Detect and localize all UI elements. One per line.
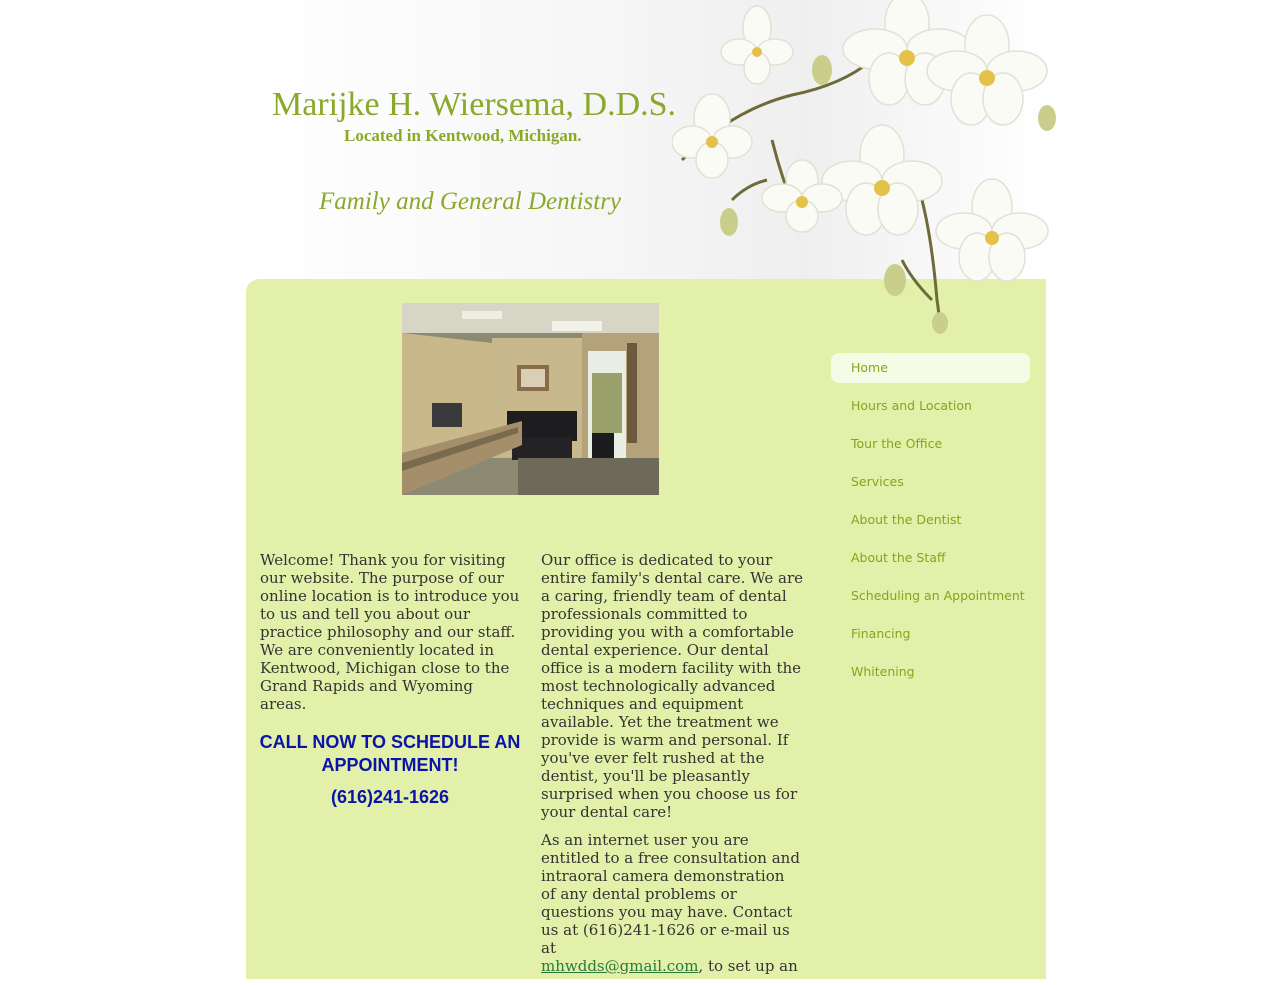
site-title: Marijke H. Wiersema, D.D.S. [272, 86, 677, 123]
welcome-column [260, 551, 522, 713]
site-subtitle: Located in Kentwood, Michigan. [344, 126, 582, 145]
internet-paragraph [541, 831, 803, 975]
nav-item-whitening[interactable]: Whitening [851, 664, 915, 679]
nav-item-home[interactable]: Home [831, 353, 1030, 383]
nav-item-financing[interactable]: Financing [851, 626, 911, 641]
welcome-text: Welcome! Thank you for visiting our website. The purpose of our online location is to introduce you to us and tell you about our practice philosophy and our staff. We are conveniently located in Kentwood, Michigan close to the Grand Rapids and Wyoming areas. [260, 551, 520, 713]
office-column [541, 551, 803, 985]
nav-item-hours-and-location[interactable]: Hours and Location [851, 398, 972, 413]
email-link[interactable]: mhwdds@gmail.com [541, 957, 699, 975]
nav-item-tour-the-office[interactable]: Tour the Office [851, 436, 943, 451]
sidebar-nav [831, 353, 1030, 695]
after-email-text: , to set up an [698, 957, 798, 975]
cta-phone: (616)241-1626 [330, 787, 450, 807]
orchid-flowers-icon [672, 0, 1072, 345]
nav-item-services[interactable]: Services [851, 474, 904, 489]
nav-item-about-the-staff[interactable]: About the Staff [851, 550, 946, 565]
office-photo [402, 303, 659, 495]
nav-item-scheduling[interactable]: Scheduling an Appointment [851, 588, 1025, 603]
internet-text: As an internet user you are entitled to a free consultation and intraoral camera demonstration of any dental problems or questions you may have. Contact us at (616)241-1626 or e-mail us at [541, 831, 800, 957]
cta-text: CALL NOW TO SCHEDULE AN APPOINTMENT! [259, 732, 521, 775]
site-tagline: Family and General Dentistry [319, 188, 622, 215]
nav-item-about-the-dentist[interactable]: About the Dentist [851, 512, 962, 527]
office-paragraph: Our office is dedicated to your entire family's dental care. We are a caring, friendly team of dental professionals committed to providing you with a comfortable dental experience. Our dental office is a modern facility with the most technologically advanced techniques and equipment available. Yet the treatment we provide is warm and personal. If you've ever felt rushed at the dentist, you'll be pleasantly surprised when you choose us for your dental care! [541, 551, 803, 821]
